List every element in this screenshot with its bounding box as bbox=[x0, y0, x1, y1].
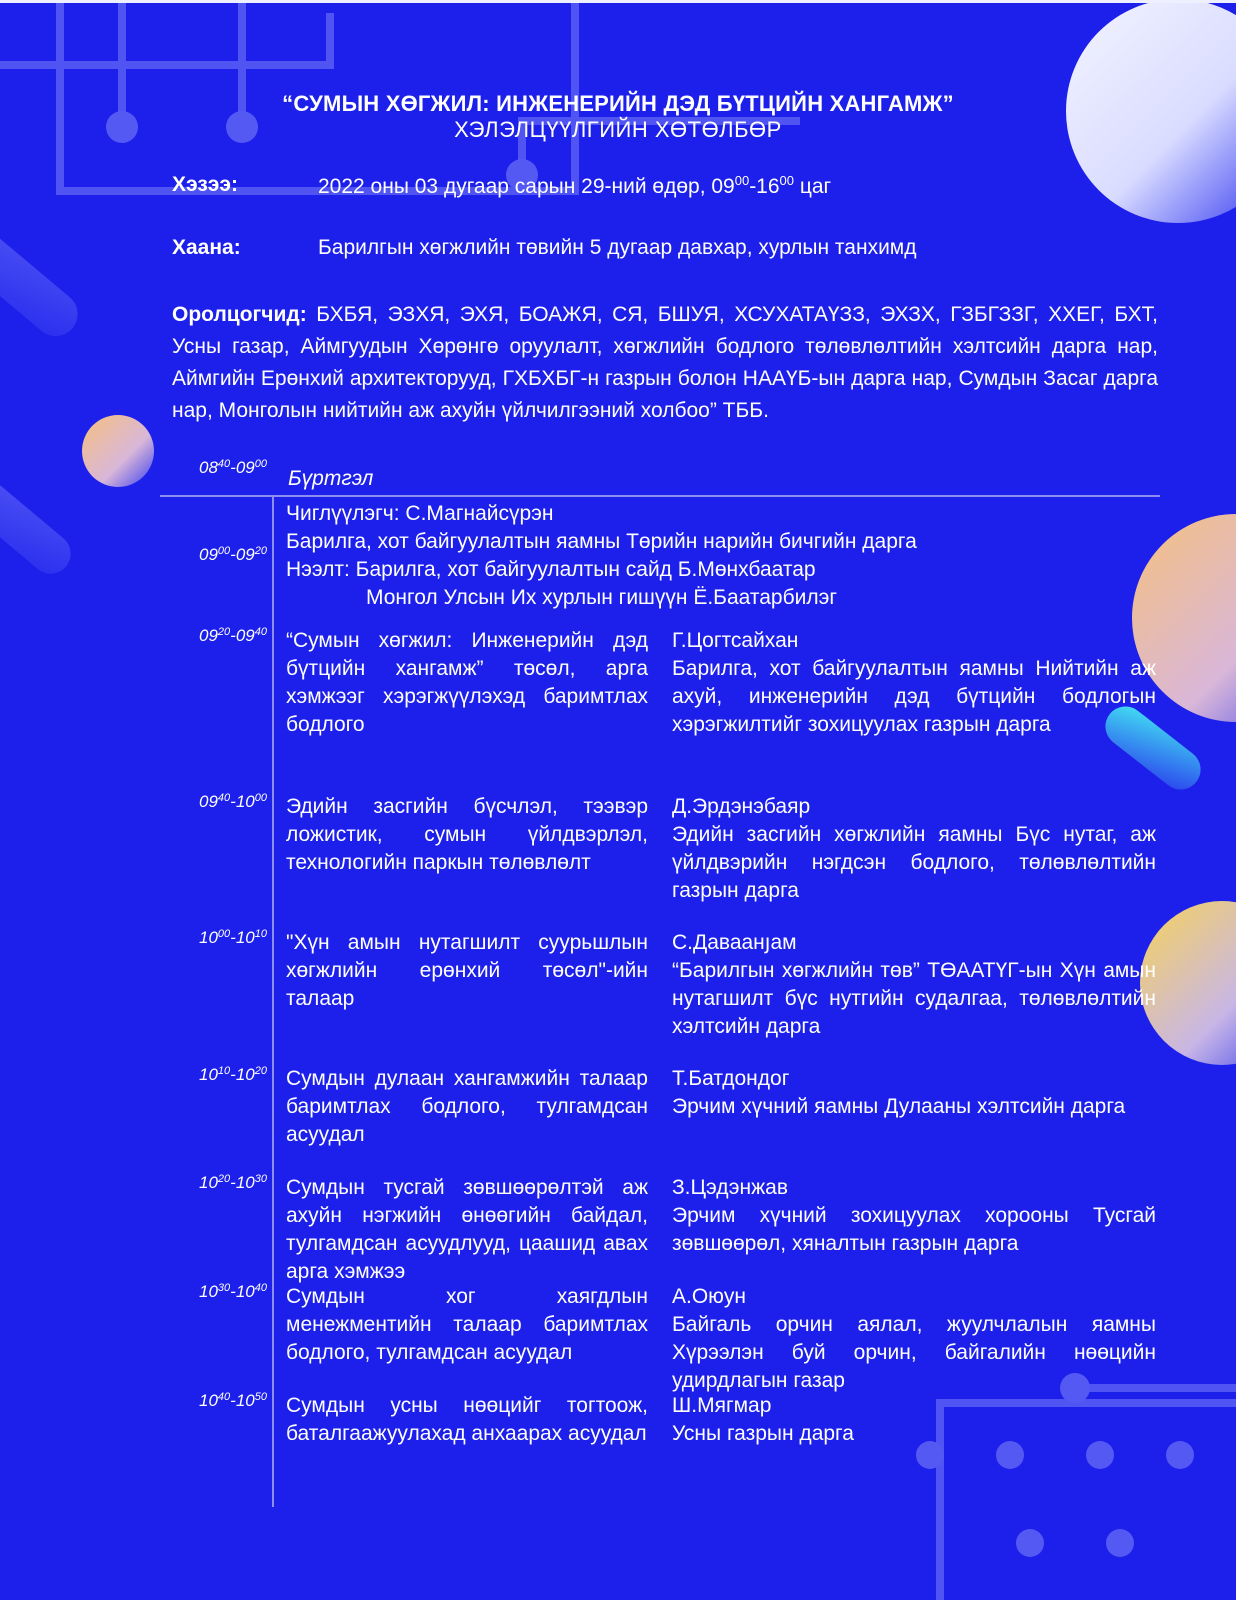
where-value: Барилгын хөгжлийн төвийн 5 дугаар давхар, хурлын танхимд bbox=[318, 236, 917, 259]
session-topic: Сумдын усны нөөцийг тогтоож, баталгаажуулахад анхаарах асуудал bbox=[286, 1394, 648, 1445]
time-start: 09 bbox=[199, 626, 218, 645]
when-value bbox=[318, 173, 831, 199]
time-start: 10 bbox=[199, 928, 218, 947]
session-time bbox=[160, 792, 267, 812]
moderator-line: Чиглүүлэгч: С.Магнайсүрэн bbox=[286, 502, 554, 525]
time-end: -09 bbox=[230, 626, 255, 645]
time-start: 10 bbox=[199, 1173, 218, 1192]
time-start-sup: 10 bbox=[217, 1065, 231, 1077]
session-speaker bbox=[672, 929, 1156, 1041]
participants-value: БХБЯ, ЭЗХЯ, ЭХЯ, БОАЖЯ, СЯ, БШУЯ, ХСУХАТАҮЗЗ, ЭХЗХ, ГЗБГЗЗГ, ХХЕГ, БХТ, Усны газар, Аймгуудын Хөрөнгө оруулалт, хөгжлийн бодлого төлөвлөлтийн хэлтсийн дарга нар, Аймгийн Ерөнхий архитекторууд, ГХБХБГ-н газрын болон НААҮБ-ын дарга нар, Сумдын Засаг дарга нар, Монголын нийтийн аж ахуйн үйлчилгээний холбоо” ТББ. bbox=[172, 303, 1158, 422]
opening-block bbox=[286, 500, 917, 612]
time-end-sup: 10 bbox=[254, 928, 267, 940]
speaker-role: Барилга, хот байгуулалтын яамны Нийтийн аж ахуй, инженерийн дэд бүтцийн бодлогын хэрэгжилтийг зохицуулах газрын дарга bbox=[672, 657, 1156, 736]
registration-time bbox=[160, 458, 267, 478]
speaker-role: Эрчим хүчний зохицуулах хорооны Тусгай зөвшөөрөл, хяналтын газрын дарга bbox=[672, 1204, 1156, 1255]
session-speaker bbox=[672, 793, 1156, 905]
session-topic: Эдийн засгийн бүсчлэл, тээвэр ложистик, сумын үйлдвэрлэл, технологийн паркын төлөвлөлт bbox=[286, 795, 648, 874]
when-label: Хэзээ: bbox=[172, 173, 238, 196]
registration-label: Бүртгэл bbox=[288, 467, 374, 490]
when-prefix: 2022 оны 03 дугаар сарын 29-ний өдөр, 09 bbox=[318, 175, 735, 198]
time-end-sup: 40 bbox=[254, 626, 267, 638]
when-mid: -16 bbox=[749, 175, 780, 198]
speaker-role: Усны газрын дарга bbox=[672, 1422, 854, 1445]
speaker-role: Эдийн засгийн хөгжлийн яамны Бүс нутаг, аж үйлдвэрийн нэгдсэн бодлого, төлөвлөлтийн газрын дарга bbox=[672, 823, 1156, 902]
time-start-sup: 40 bbox=[217, 1391, 231, 1403]
speaker-name: Г.Цогтсайхан bbox=[672, 629, 799, 652]
time-end-sup: 30 bbox=[254, 1173, 267, 1185]
session-time bbox=[160, 928, 267, 948]
time-end-sup: 00 bbox=[254, 458, 267, 470]
time-column-divider bbox=[272, 495, 274, 1507]
program-content bbox=[0, 3, 1236, 1600]
session-speaker bbox=[672, 1283, 1156, 1395]
speaker-name: Д.Эрдэнэбаяр bbox=[672, 795, 811, 818]
session-speaker bbox=[672, 1392, 1156, 1448]
page-subtitle: ХЭЛЭЛЦҮҮЛГИЙН ХӨТӨЛБӨР bbox=[454, 117, 782, 142]
time-start-sup: 40 bbox=[217, 458, 231, 470]
participants-paragraph bbox=[172, 299, 1158, 427]
speaker-role: “Барилгын хөгжлийн төв” ТӨААТҮГ-ын Хүн амын нутагшилт бүс нутгийн судалгаа, төлөвлөлтийн хэлтсийн дарга bbox=[672, 959, 1156, 1038]
time-start: 09 bbox=[199, 545, 218, 564]
session-time bbox=[160, 1391, 267, 1411]
time-start: 10 bbox=[199, 1065, 218, 1084]
speaker-name: С.Даваанյам bbox=[672, 931, 797, 954]
table-header-divider bbox=[160, 495, 1160, 497]
session-topic: “Сумын хөгжил: Инженерийн дэд бүтцийн хангамж” төсөл, арга хэмжээг хэрэгжүүлэхэд баримтлах бодлого bbox=[286, 629, 648, 736]
time-end-sup: 40 bbox=[254, 1282, 267, 1294]
when-sup-end: 00 bbox=[779, 173, 795, 188]
session-topic: Сумдын тусгай зөвшөөрөлтэй аж ахуйн нэгжийн өнөөгийн байдал, тулгамдсан асуудлууд, цаашид авах арга хэмжээ bbox=[286, 1176, 648, 1283]
time-end-sup: 00 bbox=[254, 792, 267, 804]
time-end-sup: 20 bbox=[254, 1065, 267, 1077]
time-end: -10 bbox=[230, 1282, 255, 1301]
speaker-name: А.Оюун bbox=[672, 1285, 747, 1308]
session-time bbox=[160, 1282, 267, 1302]
session-time bbox=[160, 1065, 267, 1085]
time-end: -10 bbox=[230, 1391, 255, 1410]
time-start: 10 bbox=[199, 1282, 218, 1301]
session-speaker bbox=[672, 627, 1156, 739]
session-time bbox=[160, 1173, 267, 1193]
time-start-sup: 20 bbox=[217, 626, 231, 638]
time-start: 08 bbox=[199, 458, 218, 477]
speaker-name: З.Цэдэнжав bbox=[672, 1176, 788, 1199]
time-end: -10 bbox=[230, 792, 255, 811]
speaker-role: Эрчим хүчний яамны Дулааны хэлтсийн дарга bbox=[672, 1095, 1126, 1118]
time-start-sup: 40 bbox=[217, 792, 231, 804]
session-topic: Сумдын дулаан хангамжийн талаар баримтлах бодлого, тулгамдсан асуудал bbox=[286, 1067, 648, 1146]
time-start-sup: 00 bbox=[217, 545, 231, 557]
time-start: 09 bbox=[199, 792, 218, 811]
when-suffix: цаг bbox=[794, 175, 832, 198]
time-end: -10 bbox=[230, 1065, 255, 1084]
speaker-name: Ш.Мягмар bbox=[672, 1394, 772, 1417]
page-title: “СУМЫН ХӨГЖИЛ: ИНЖЕНЕРИЙН ДЭД БҮТЦИЙН ХАНГАМЖ” bbox=[282, 91, 954, 116]
time-end: -10 bbox=[230, 1173, 255, 1192]
speaker-role: Байгаль орчин аялал, жуулчлалын яамны Хүрээлэн буй орчин, байгалийн нөөцийн удирдлагын газар bbox=[672, 1313, 1156, 1392]
session-speaker bbox=[672, 1174, 1156, 1258]
time-start-sup: 20 bbox=[217, 1173, 231, 1185]
time-start-sup: 00 bbox=[217, 928, 231, 940]
speaker-name: Т.Батдондог bbox=[672, 1067, 790, 1090]
time-end: -10 bbox=[230, 928, 255, 947]
moderator-title: Барилга, хот байгуулалтын яамны Төрийн нарийн бичгийн дарга bbox=[286, 530, 917, 553]
when-sup-start: 00 bbox=[734, 173, 750, 188]
opening-speaker-1: Нээлт: Барилга, хот байгуулалтын сайд Б.Мөнхбаатар bbox=[286, 558, 816, 581]
session-topic: Сумдын хог хаягдлын менежментийн талаар баримтлах бодлого, тулгамдсан асуудал bbox=[286, 1285, 648, 1364]
participants-label: Оролцогчид: bbox=[172, 303, 307, 326]
opening-time bbox=[160, 545, 267, 565]
session-speaker bbox=[672, 1065, 1156, 1121]
where-label: Хаана: bbox=[172, 236, 241, 259]
opening-speaker-2: Монгол Улсын Их хурлын гишүүн Ё.Баатарбилэг bbox=[366, 586, 837, 609]
time-start: 10 bbox=[199, 1391, 218, 1410]
time-end-sup: 20 bbox=[254, 545, 267, 557]
time-end-sup: 50 bbox=[254, 1391, 267, 1403]
session-time bbox=[160, 626, 267, 646]
time-end: -09 bbox=[230, 458, 255, 477]
session-topic: "Хүн амын нутагшилт суурьшлын хөгжлийн ерөнхий төсөл"-ийн талаар bbox=[286, 931, 648, 1010]
time-start-sup: 30 bbox=[217, 1282, 231, 1294]
time-end: -09 bbox=[230, 545, 255, 564]
